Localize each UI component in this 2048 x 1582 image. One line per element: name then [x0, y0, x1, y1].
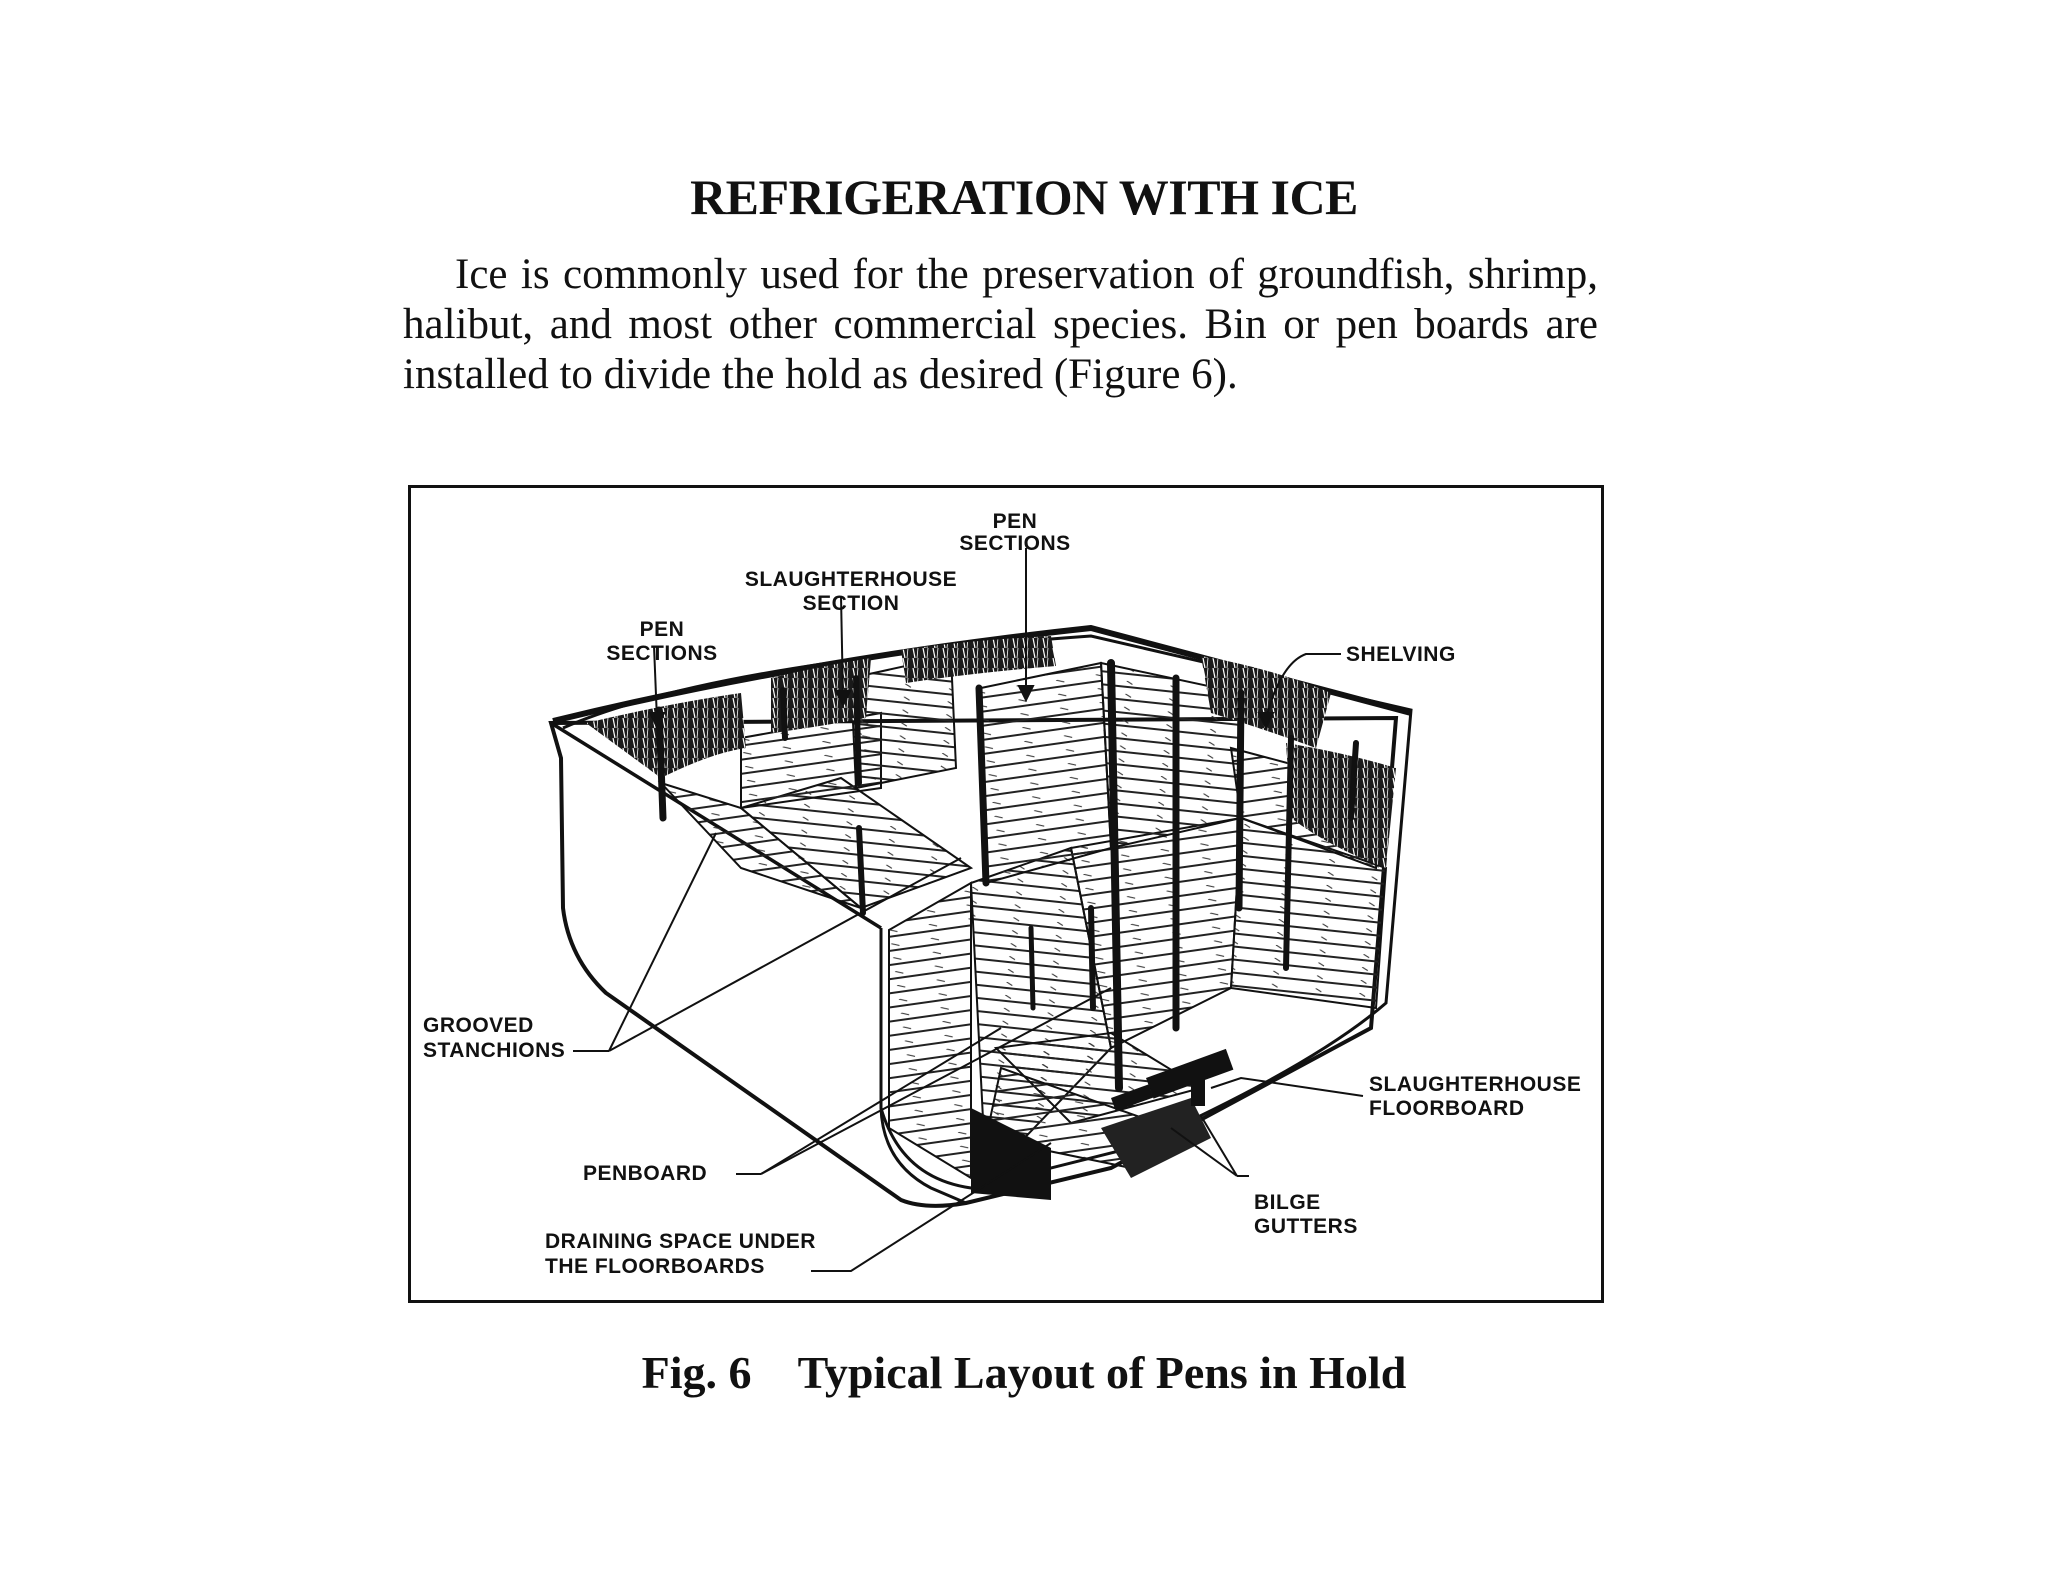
label-shelving: SHELVING: [1346, 643, 1456, 666]
figure-caption: [0, 1346, 2048, 1399]
label-pen-sections-top-1: PEN: [992, 510, 1038, 533]
label-bilge-gutters-1: BILGE: [1254, 1191, 1321, 1214]
label-slaughterhouse-floorboard-2: FLOORBOARD: [1369, 1097, 1525, 1120]
figure-frame: [408, 485, 1604, 1303]
caption-title: Typical Layout of Pens in Hold: [797, 1347, 1407, 1398]
ship-hold-illustration: [411, 488, 1601, 1300]
label-draining-space-2: THE FLOORBOARDS: [545, 1255, 765, 1278]
section-heading: REFRIGERATION WITH ICE: [690, 169, 1358, 225]
paragraph-text: Ice is commonly used for the preservation of groundfish, shrimp, halibut, and most other commercial species. Bin or pen boards are installed to divide the hold as desired (Figure 6).: [403, 251, 1598, 398]
label-slaughterhouse-section-1: SLAUGHTERHOUSE: [744, 568, 958, 591]
label-pen-sections-left-2: SECTIONS: [606, 642, 718, 665]
label-pen-sections-left-1: PEN: [639, 618, 685, 641]
body-paragraph: [403, 250, 1598, 400]
label-draining-space-1: DRAINING SPACE UNDER: [545, 1230, 816, 1253]
caption-number: Fig. 6: [641, 1347, 752, 1398]
label-pen-sections-top-2: SECTIONS: [959, 532, 1071, 555]
label-slaughterhouse-section-2: SECTION: [802, 592, 900, 615]
label-grooved-stanchions-2: STANCHIONS: [423, 1039, 566, 1062]
label-grooved-stanchions-1: GROOVED: [423, 1014, 534, 1037]
label-bilge-gutters-2: GUTTERS: [1254, 1215, 1358, 1238]
label-slaughterhouse-floorboard-1: SLAUGHTERHOUSE: [1369, 1073, 1582, 1096]
label-penboard: PENBOARD: [583, 1162, 708, 1185]
